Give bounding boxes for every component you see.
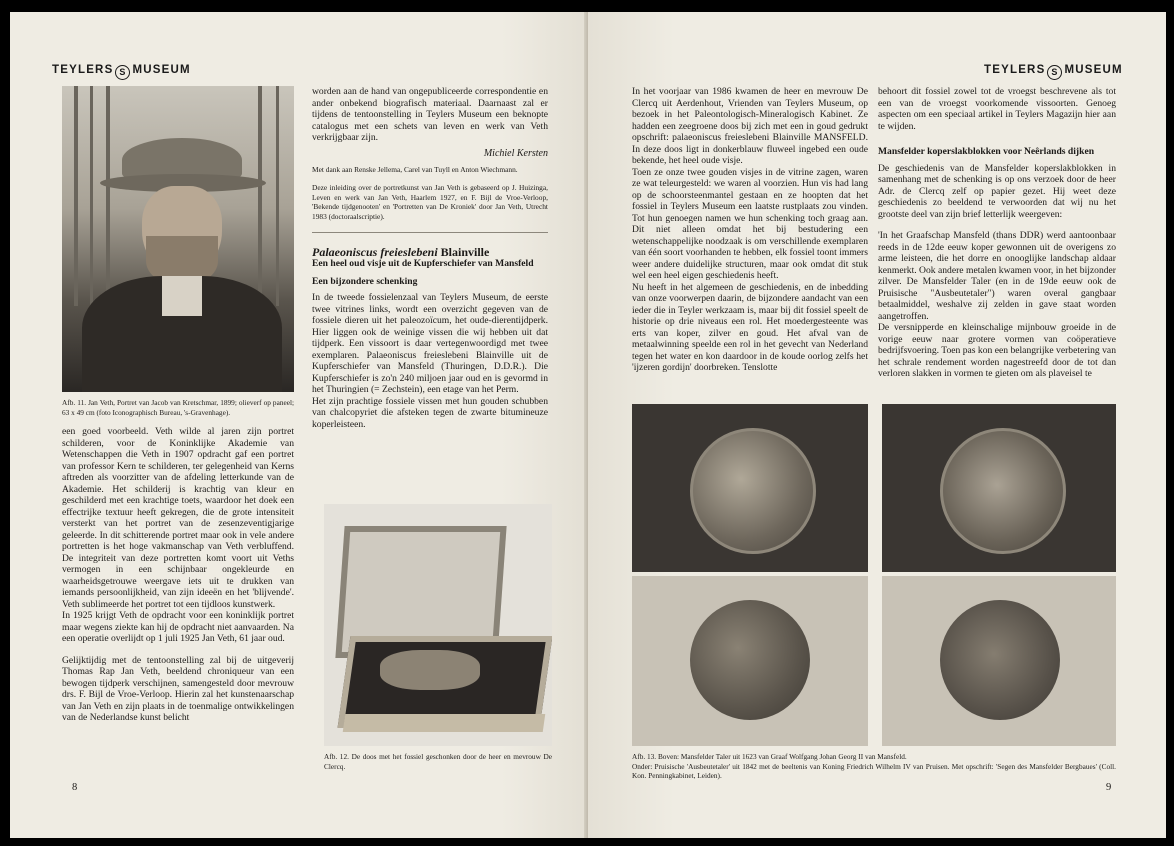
header-left: TEYLERS <box>52 64 114 76</box>
paragraph: Gelijktijdig met de tentoonstelling zal bij de uitgeverij Thomas Rap Jan Veth, beeldend chroniqueur van een bewogen tijdperk verschijnen, samengesteld door mevrouw drs. F. Bijl de Vroe-Verloop. Hierin zal het kunstenaarschap van Jan Veth en zijn plaats in de toenmalige ontwikkelingen van de Nederlandse kunst belicht <box>62 654 294 723</box>
article-title <box>312 244 548 259</box>
right-column-2 <box>878 86 1116 380</box>
paragraph: een goed voorbeeld. Veth wilde al jaren zijn portret schilderen, voor de Koninklijke Akademie van Wetenschappen die Veth in 1907 opdracht gaf een portret van professor Kern te schilderen, ter gelegenheid van Kerns aftreden als voorzitter van de afdeling letterkunde van de Akademie. Het schilderij is krachtig van kleur en geschilderd met een krachtige toets, waardoor het doek een effectrijke textuur heeft gekregen, die de grote intensiteit versterkt van het portret van de zesenzeventigjarige geleerde. In dit schitterende portret maar ook in vele andere portretten is het hoge vakmanschap van Veth verbluffend. De integriteit van deze portretten komt voort uit Veths vermogen in een schijnbaar ongekleurde en waarheidsgetrouwe weergave iets uit te drukken van iemands persoonlijkheid, van zijn ideeën en het 'blijvende'. Veth sublimeerde het portret tot een tijdloos kunstwerk. <box>62 426 294 610</box>
thanks-note: Met dank aan Renske Jellema, Carel van Tuyll en Anton Wiechmann. <box>312 165 518 174</box>
coins-caption <box>632 752 1116 781</box>
left-page <box>10 12 588 838</box>
caption-line: Onder: Pruisische 'Ausbeutetaler' uit 1842 met de beeltenis van Koning Friedrich Wilhelm IV van Pruisen. Met opschrift: 'Segen des Mansfelder Bergbaues' (Coll. Kon. Penningkabinet, Leiden). <box>632 761 1116 781</box>
museum-logo-icon: S <box>115 65 130 80</box>
paragraph: In de tweede fossielenzaal van Teylers Museum, de eerste twee vitrines links, wordt een overzicht gegeven van de fossiele dieren uit het paleozoïcum, het oude-dierentijdperk. Hier liggen ook de weinige vissen die wij hebben uit dat tijdperk. Een vissoort is daar vertegenwoordigd met twee exemplaren. Palaeoniscus freieslebeni Blainville uit de Kupferschiefer van Mansfeld (Thuringen, D.D.R.). Die Kupferschiefer is zo'n 240 miljoen jaar oud en is gevormd in het Thuringien (= Zechstein), een etage van het Perm. <box>312 292 548 396</box>
right-page <box>588 12 1166 838</box>
coin-photo-ausbeutetaler-obverse <box>632 576 868 746</box>
coin-photo-taler-reverse <box>882 404 1116 572</box>
right-column-1 <box>632 86 868 374</box>
page-number: 8 <box>72 782 78 793</box>
section-heading: Een bijzondere schenking <box>312 275 418 287</box>
header-left: TEYLERS <box>984 64 1046 76</box>
paragraph: worden aan de hand van ongepubliceerde correspondentie en ander onbekend biografisch materiaal. Daarnaast zal er tijdens de tentoonstelling in Teylers Museum een beknopte catalogus met een schets van leven en werk van Veth verkrijgbaar zijn. <box>312 86 548 143</box>
museum-header <box>52 64 191 80</box>
page-number: 9 <box>1106 782 1112 793</box>
paragraph: De geschiedenis van de Mansfelder koperslakblokken in samenhang met de schenking is op ons verzoek door de heer Adr. de Clercq zelf op papier gezet. Hij weet deze geschiedenis zo beeldend te verwoorden dat wij nu het grootste deel van zijn brief letterlijk weergeven: <box>878 162 1116 220</box>
article-subtitle: Een heel oud visje uit de Kupferschiefer van Mansfeld <box>312 258 534 270</box>
coin-photo-ausbeutetaler-reverse <box>882 576 1116 746</box>
paragraph: De versnipperde en kleinschalige mijnbouw groeide in de vorige eeuw naar grotere vormen van coöperatieve bedrijfsvoering. Toen pas kon een belangrijke verbetering van het schrale rendement worden nagestreefd door de tot dan verloren slakken in vormen te gieten om als plaveisel te <box>878 322 1116 379</box>
paragraph: Het zijn prachtige fossiele vissen met hun gouden schubben van chalcopyriet die afsteken tegen de zwarte bitumineuze koperleisteen. <box>312 395 548 430</box>
header-right: MUSEUM <box>1064 64 1123 76</box>
fossil-box-caption: Afb. 12. De doos met het fossiel geschonken door de heer en mevrouw De Clercq. <box>324 752 552 771</box>
paragraph: In 1925 krijgt Veth de opdracht voor een koninklijk portret maar wegens ziekte kan hij de opdracht niet aanvaarden. Na een operatie overlijdt op 1 juli 1925 Jan Veth, 61 jaar oud. <box>62 610 294 644</box>
header-right: MUSEUM <box>132 64 191 76</box>
author-signature: Michiel Kersten <box>483 147 548 159</box>
portrait-caption: Afb. 11. Jan Veth, Portret van Jacob van Kretschmar, 1899; olieverf op paneel; 63 x 49 cm (foto Iconographisch Bureau, 's-Gravenhage). <box>62 398 294 417</box>
section-heading: Mansfelder koperslakblokken voor Neêrlands dijken <box>878 146 1095 157</box>
fossil-box-photo <box>324 504 552 746</box>
paragraph: Nu heeft in het algemeen de geschiedenis, en de inbedding van onze voorwerpen daarin, de bijzondere aandacht van een ieder die in Teyler werkzaam is, maar bij dit fossiel speelt de historie op drie niveaus een rol. Het moedergesteente was erts van koper, zilver en goud. Het afval van de metaalwinning speelde een rol in het gevecht van Nederland tegen het water en kon daardoor in de koude oorlog zelfs het 'ijzeren gordijn' doorbreken. Tenslotte <box>632 281 868 373</box>
paragraph: Toen ze onze twee gouden visjes in de vitrine zagen, waren ze wat teleurgesteld: we waren al voorzien. Hun vis had lang op de schoorsteenmantel gestaan en ze hoopten dat het fossiel in Teylers Museum een laatste rustplaats zou vinden. Tot hun genoegen namen we hun schenking toch graag aan. Dit niet alleen omdat het bij bestudering een wetenschappelijke noodzaak is om verschillende exemplaren van één soort voorhanden te hebben, elk fossiel toont immers weer andere duidelijke structuren, maar ook omdat dit stuk wel een heel eigen geschiedenis heeft. <box>632 166 868 281</box>
caption-line: Afb. 13. Boven: Mansfelder Taler uit 1623 van Graaf Wolfgang Johan Georg II van Mansfeld. <box>632 752 907 761</box>
museum-header <box>984 64 1123 80</box>
coin-photo-taler-obverse <box>632 404 868 572</box>
article-title-author: Blainville <box>437 244 490 259</box>
magazine-spread <box>10 12 1166 838</box>
portrait-photo <box>62 86 294 392</box>
paragraph: In het voorjaar van 1986 kwamen de heer en mevrouw De Clercq uit Aerdenhout, Vrienden van Teylers Museum, op bezoek in het Paleontologisch-Mineralogisch Kabinet. Ze hadden een zeegroene doos bij zich met een in goud gedrukt opschrift: palaeoniscus freieslebeni Blainville MANSFELD. In deze doos ligt in donkerblauw fluweel ingebed een oude bekende, het heel oude visje. <box>632 86 868 166</box>
paragraph: 'In het Graafschap Mansfeld (thans DDR) werd aantoonbaar reeds in de 12de eeuw koper gewonnen uit de overigens zo arme leisteen, die het dorre en onooglijke landschap aldaar kenmerkt. Ook andere metalen kwamen voor, in het bijzonder zilver. De Mansfelder Taler (en in de 19de eeuw ook de Pruisische "Ausbeutetaler") waren overal gangbaar betaalmiddel, weshalve zij zelden in gave staat worden aangetroffen. <box>878 230 1116 322</box>
left-column-2 <box>312 86 548 430</box>
museum-logo-icon: S <box>1047 65 1062 80</box>
source-note: Deze inleiding over de portretkunst van Jan Veth is gebaseerd op J. Huizinga, Leven en werk van Jan Veth, Haarlem 1927, en F. Bijl de Vroe-Verloop, 'Bekende tijdgenooten' en 'Portretten van De Kroniek' door Jan Veth, Utrecht 1983 (doctoraalscriptie). <box>312 182 548 222</box>
article-title-species: Palaeoniscus freieslebeni <box>312 244 438 259</box>
left-column-1 <box>62 426 294 724</box>
paragraph: behoort dit fossiel zowel tot de vroegst beschrevene als tot een van de vroegst voorkomende vissoorten. Genoeg aspecten om een speciaal artikel in Teylers Magazijn hier aan te wijden. <box>878 86 1116 132</box>
divider <box>312 232 548 233</box>
